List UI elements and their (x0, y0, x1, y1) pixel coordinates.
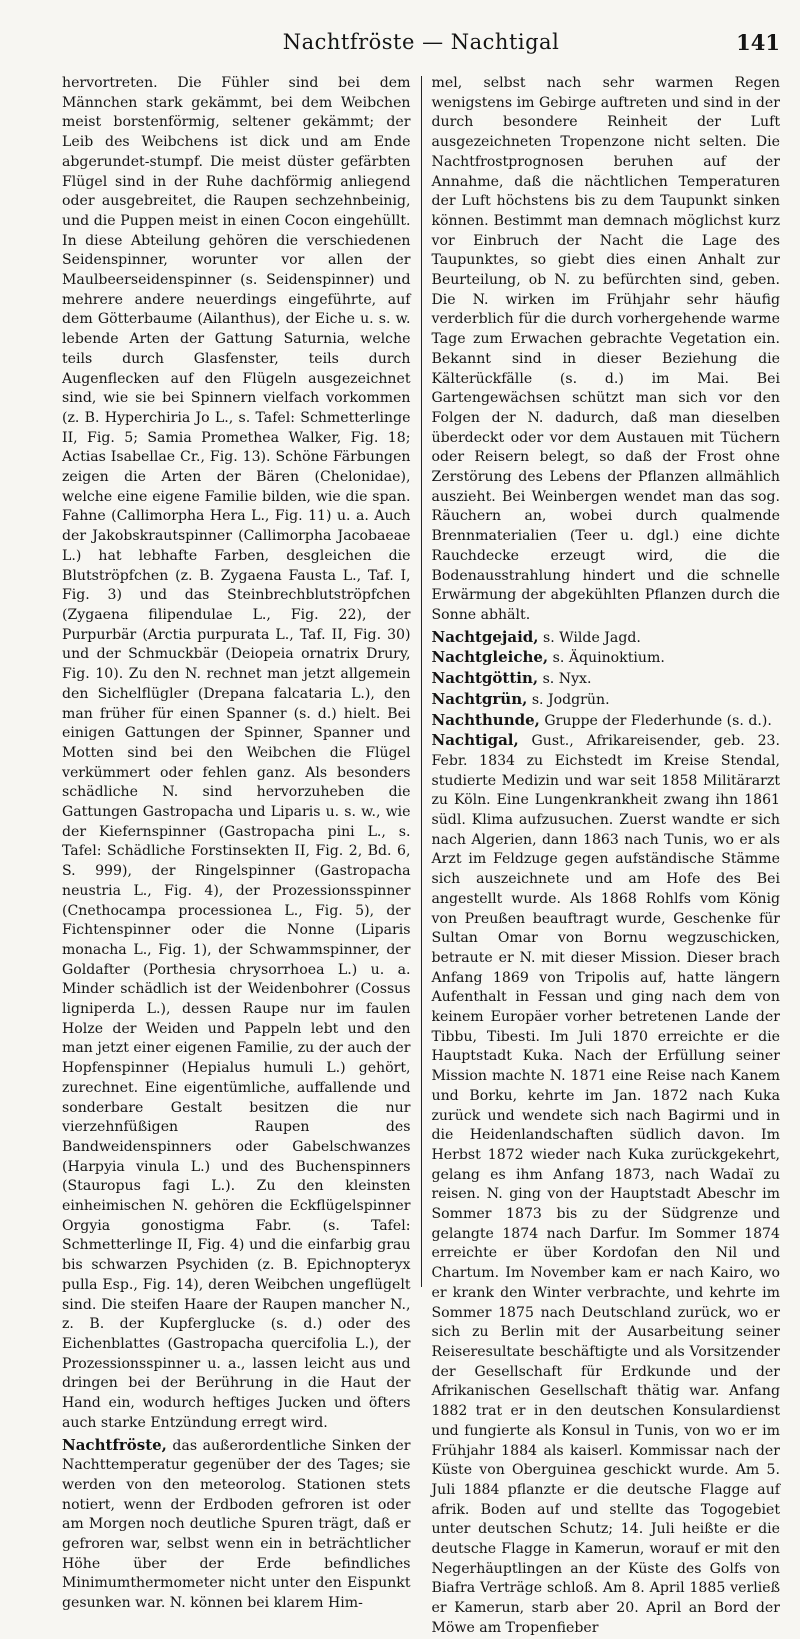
entry-text: s. Jodgrün. (531, 691, 610, 708)
entry-lemma: Nachtgejaid, (431, 627, 539, 646)
entry-lemma: Nachtgöttin, (431, 669, 539, 688)
entry-lemma: Nachthunde, (431, 710, 540, 729)
entry-text: das außerordentliche Sinken der Nachttemperatur gegenüber der des Tages; sie werden von den meteorolog. Stationen stets notiert, wenn der Erdboden gefroren ist oder am Morgen noch deutliche Spuren trägt, daß er gefroren war, selbst wenn ein in beträchtlicher Höhe über der Erde befindliches Minimumthermometer nicht unter den Eispunkt gesunken war. N. können bei klarem Him- (62, 1437, 411, 1612)
entry-text: Gruppe der Flederhunde (s. d.). (544, 712, 772, 729)
entry-nachtfroeste (62, 1436, 411, 1614)
text-columns (62, 74, 780, 1636)
entry-text: Gust., Afrikareisender, geb. 23. Febr. 1834 zu Eichstedt im Kreise Stendal, studierte Medizin und war seit 1858 Militärarzt zu Köln. Eine Lungenkrankheit zwang ihn 1861 südl. Klima aufzusuchen. Zuerst wandte er sich nach Algerien, dann 1863 nach Tunis, wo er als Arzt im Feldzuge gegen aufständische Stämme sich auszeichnete und am Hofe des Bei angestellt wurde. Als 1868 Rohlfs vom König von Preußen beauftragt wurde, Geschenke für Sultan Omar von Bornu wegzuschicken, betraute er N. mit dieser Mission. Dieser brach Anfang 1869 von Tripolis auf, hatte längern Aufenthalt in Fessan und ging nach dem von keinem Europäer vorher betretenen Lande der Tibbu, Tibesti. Im Juli 1870 erreichte er die Hauptstadt Kuka. Nach der Erfüllung seiner Mission machte N. 1871 eine Reise nach Kanem und Borku, kehrte im Jan. 1872 nach Kuka zurück und wendete sich nach Bagirmi und in die Heidenlandschaften südlich davon. Im Herbst 1872 wieder nach Kuka zurückgekehrt, gelang es ihm Anfang 1873, nach Wadaï zu reisen. N. ging von der Hauptstadt Abeschr im Sommer 1873 bis zu der Südgrenze und gelangte 1874 nach Darfur. Im Sommer 1874 erreichte er über Kordofan den Nil und Chartum. Im November kam er nach Kairo, wo er krank den Winter verbrachte, und kehrte im Sommer 1875 nach Deutschland zurück, wo er sich zu Berlin mit der Ausarbeitung seiner Reiseresultate beschäftigte und als Vorsitzender der Gesellschaft für Erdkunde und der Afrikanischen Gesellschaft thätig war. Anfang 1882 trat er in den deutschen Konsulardienst und fungierte als Konsul in Tunis, von wo er im Frühjahr 1884 als kaiserl. Kommissar nach der Küste von Oberguinea geschickt wurde. Am 5. Juli 1884 pflanzte er die deutsche Flagge auf afrik. Boden auf und stellte das Togogebiet unter deutschen Schutz; 14. Juli heißte er die deutsche Flagge in Kamerun, worauf er mit den Negerhäuptlingen an der Küste des Golfs von Biafra Verträge schloß. Am 8. April 1885 verließ er Kamerun, starb aber 20. April an Bord der Möwe am Tropenfieber (431, 733, 780, 1636)
entry-nachtgruen (432, 690, 781, 711)
entry-lemma: Nachtfröste, (62, 1435, 167, 1454)
entry-lemma: Nachtigal, (431, 731, 519, 750)
running-head: Nachtfröste — Nachtigal (282, 30, 560, 54)
entry-lemma: Nachtgleiche, (431, 648, 549, 667)
continued-entry-text: mel, selbst nach sehr warmen Regen wenigstens im Gebirge auftreten und sind in der durch besondere Reinheit der Luft ausgezeichneten Tropenzone nicht selten. Die Nachtfrostprognosen beruhen auf der Annahme, daß die nächtlichen Temperaturen der Luft höchstens bis zu dem Taupunkt sinken können. Bestimmt man demnach möglichst kurz vor Einbruch der Nacht die Lage des Taupunktes, so giebt dies einen Anhalt zur Beurteilung, ob N. zu befürchten sind, geben. Die N. wirken im Frühjahr sehr häufig verderblich für die durch vorhergehende warme Tage zum Erwachen gebrachte Vegetation ein. Bekannt sind in dieser Beziehung die Kälterückfälle (s. d.) im Mai. Bei Gartengewächsen schützt man sich vor den Folgen der N. dadurch, daß man dieselben überdeckt oder vor dem Austauen mit Tüchern oder Reisern belegt, so daß der Frost ohne Zerstörung des Lebens der Pflanzen allmählich auszieht. Bei Weinbergen wendet man das sog. Räuchern an, wobei durch qualmende Brennmaterialien (Teer u. dgl.) eine dichte Rauchdecke erzeugt wird, die die Bodenausstrahlung hindert und die schnelle Erwärmung der abgekühlten Pflanzen durch die Sonne abhält. (431, 75, 780, 623)
page-header (62, 30, 780, 64)
entry-nachtigal (432, 731, 781, 1638)
left-column (62, 74, 421, 1612)
entry-text: s. Äquinoktium. (552, 650, 665, 667)
entry-nachtgejaid (432, 628, 781, 649)
entry-text: s. Wilde Jagd. (542, 629, 641, 646)
entry-nachtgleiche (432, 648, 781, 669)
entry-nachtgoettin (432, 669, 781, 690)
right-column (422, 74, 781, 1636)
page-number: 141 (736, 30, 780, 55)
entry-text: s. Nyx. (542, 671, 592, 688)
entry-lemma: Nachtgrün, (431, 689, 528, 708)
continued-entry-text: hervortreten. Die Fühler sind bei dem Männchen stark gekämmt, bei dem Weibchen meist borstenförmig, seltener gekämmt; der Leib des Weibchens ist dick und am Ende abgerundet-stumpf. Die meist düster gefärbten Flügel sind in der Ruhe dachförmig anliegend oder ausgebreitet, die Raupen sechzehnbeinig, und die Puppen meist in einen Cocon eingehüllt. In diese Abteilung gehören die verschiedenen Seidenspinner, worunter vor allen der Maulbeerseidenspinner (s. Seidenspinner) und mehrere andere neuerdings eingeführte, auf dem Götterbaume (Ailanthus), der Eiche u. s. w. lebende Arten der Gattung Saturnia, welche teils durch Glasfenster, teils durch Augenflecken auf den Flügeln ausgezeichnet sind, wie sie bei Spinnern vielfach vorkommen (z. B. Hyperchiria Jo L., s. Tafel: Schmetterlinge II, Fig. 5; Samia Promethea Walker, Fig. 18; Actias Isabellae Cr., Fig. 13). Schöne Färbungen zeigen die Arten der Bären (Chelonidae), welche eine eigene Familie bilden, wie die span. Fahne (Callimorpha Hera L., Fig. 11) u. a. Auch der Jakobskrautspinner (Callimorpha Jacobaeae L.) hat lebhafte Farben, desgleichen die Blutströpfchen (z. B. Zygaena Fausta L., Taf. I, Fig. 3) und das Steinbrechblutströpfchen (Zygaena filipendulae L., Fig. 22), der Purpurbär (Arctia purpurata L., Taf. II, Fig. 30) und der Schmuckbär (Deiopeia ornatrix Drury, Fig. 10). Zu den N. rechnet man jetzt allgemein den Sichelflügler (Drepana falcataria L.), den man früher für einen Spanner (s. d.) hielt. Bei einigen Gattungen der Spinner, Spanner und Motten sind bei den Weibchen die Flügel verkümmert oder fehlen ganz. Als besonders schädliche N. sind hervorzuheben die Gattungen Gastropacha und Liparis u. s. w., wie der Kiefernspinner (Gastropacha pini L., s. Tafel: Schädliche Forstinsekten II, Fig. 2, Bd. 6, S. 999), der Ringelspinner (Gastropacha neustria L., Fig. 4), der Prozessionsspinner (Cnethocampa processionea L., Fig. 5), der Fichtenspinner oder die Nonne (Liparis monacha L., Fig. 1), der Schwammspinner, der Goldafter (Porthesia chrysorrhoea L.) u. a. Minder schädlich ist der Weidenbohrer (Cossus ligniperda L.), dessen Raupe nur im faulen Holze der Weiden und Pappeln lebt und den man jetzt einer eigenen Familie, zu der auch der Hopfenspinner (Hepialus humuli L.) gehört, zurechnet. Eine eigentümliche, auffallende und sonderbare Gestalt besitzen die nur vierzehnfüßigen Raupen des Bandweidenspinners oder Gabelschwanzes (Harpyia vinula L.) und des Buchenspinners (Stauropus fagi L.). Zu den kleinsten einheimischen N. gehören die Eckflügelspinner Orgyia gonostigma Fabr. (s. Tafel: Schmetterlinge II, Fig. 4) und die einfarbig grau bis schwarzen Psychiden (z. B. Epichnopteryx pulla Esp., Fig. 14), deren Weibchen ungeflügelt sind. Die steifen Haare der Raupen mancher N., z. B. der Kupferglucke (s. d.) oder des Eichenblattes (Gastropacha quercifolia L.), der Prozessionsspinner u. a., lassen leicht aus und dringen bei der Berührung in die Haut der Hand ein, wodurch heftiges Jucken und öfters auch starke Entzündung erregt wird. (62, 75, 411, 1431)
entry-nachthunde (432, 711, 781, 732)
